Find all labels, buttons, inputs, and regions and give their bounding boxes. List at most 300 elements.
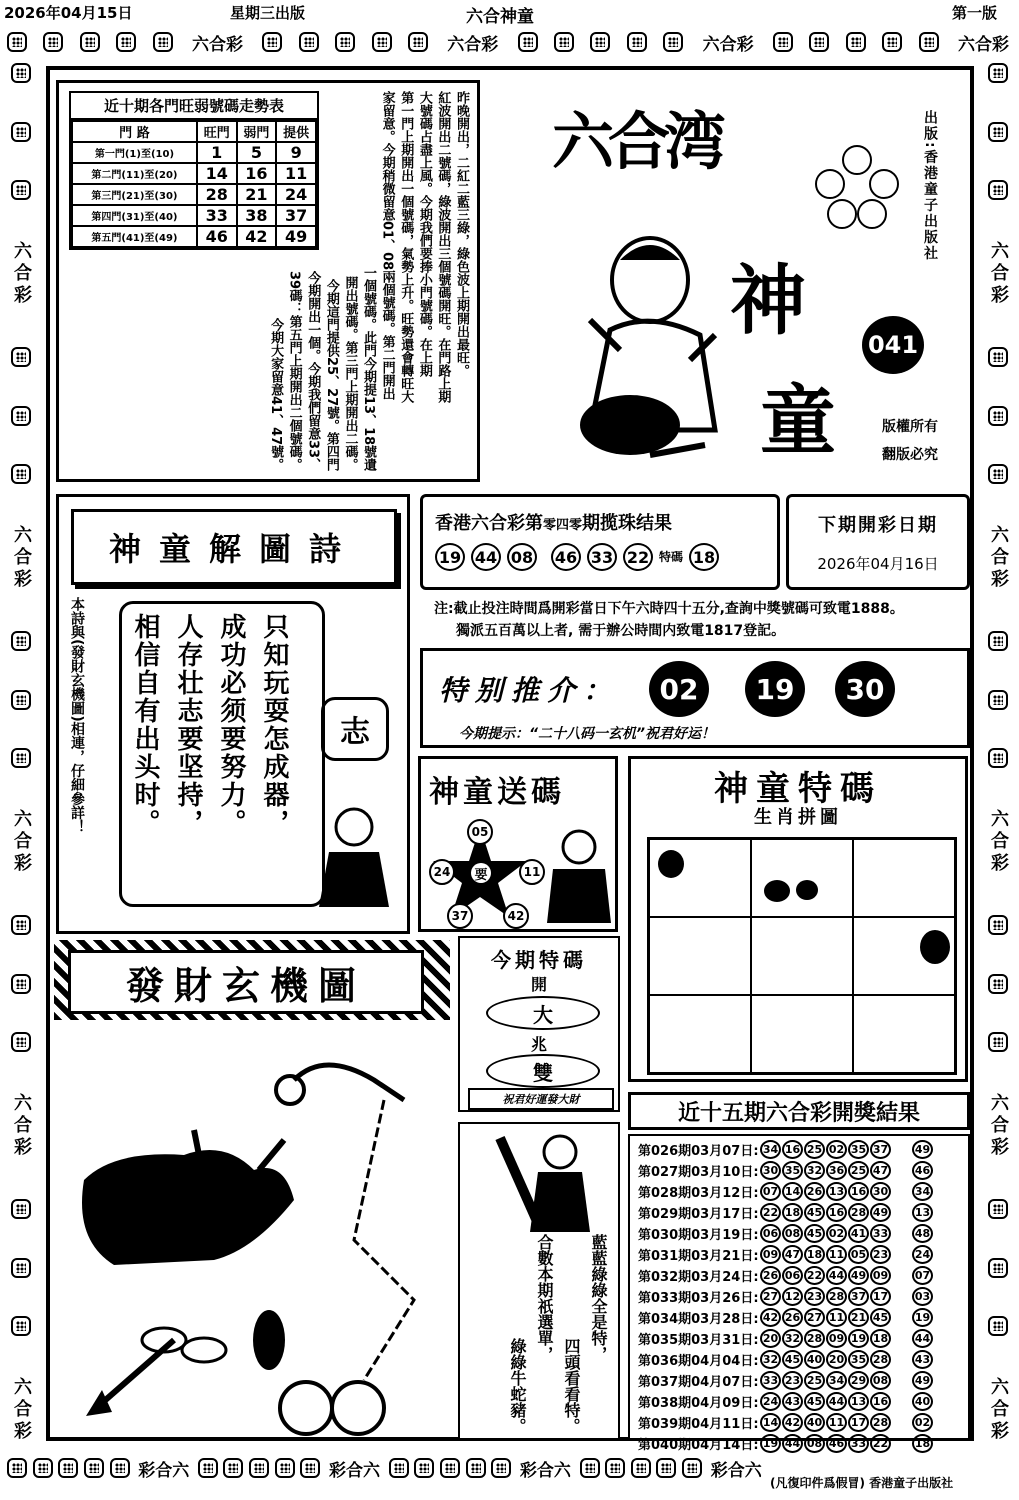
history-special-number: 03: [912, 1287, 933, 1306]
history-number: 06: [782, 1266, 803, 1285]
frame-label: 彩合六: [138, 1460, 190, 1481]
table-row: [638, 1139, 960, 1160]
history-number: 49: [848, 1266, 869, 1285]
dot-box-icon: [682, 1458, 702, 1478]
history-date: 第030期03月19日:: [638, 1228, 759, 1243]
history-date: 第028期03月12日:: [638, 1186, 759, 1201]
analysis-line: 今期大家留意41、47號。: [268, 317, 284, 471]
dot-box-icon: [988, 63, 1008, 83]
poem-line: 人存壮志要坚持，: [173, 613, 203, 837]
history-number: 26: [782, 1308, 803, 1327]
history-number: 13: [848, 1392, 869, 1411]
dot-box-icon: [58, 1458, 78, 1478]
dot-box-icon: [116, 32, 136, 52]
table-row: [638, 1307, 960, 1328]
history-panel: [628, 1134, 970, 1453]
history-number: 32: [782, 1329, 803, 1348]
history-number: 18: [804, 1245, 825, 1264]
result-number: 22: [623, 543, 653, 571]
dot-box-icon: [408, 32, 428, 52]
dot-box-icon: [11, 1316, 31, 1336]
table-row: 第一門(1)至(10) 1 5 9: [72, 142, 316, 163]
dot-box-icon: [33, 1458, 53, 1478]
history-special-number: 40: [912, 1392, 933, 1411]
verse-line: 綠綠牛蛇豬。: [508, 1338, 527, 1434]
history-number: 35: [848, 1350, 869, 1369]
trend-header: 提供: [276, 121, 316, 142]
history-number: 17: [870, 1287, 891, 1306]
dot-box-icon: [988, 180, 1008, 200]
history-number: 46: [826, 1434, 847, 1453]
page-number: 第一版: [952, 4, 998, 22]
frame-label: 六合彩: [988, 240, 1009, 307]
history-special-number: 49: [912, 1371, 933, 1390]
result-note-2: 獨派五百萬以上者, 需于辦公時間内致電1817登記。: [456, 623, 786, 639]
table-row: [638, 1370, 960, 1391]
result-title: 香港六合彩第零四零期揽珠结果: [435, 513, 673, 534]
history-number: 27: [760, 1287, 781, 1306]
history-number: 08: [804, 1434, 825, 1453]
table-row: [638, 1223, 960, 1244]
history-special-number: 43: [912, 1350, 933, 1369]
puzzle-tile: [853, 995, 955, 1073]
poem-side-note: 本詩與(發財玄機圖)相連，仔細參詳！: [69, 597, 85, 834]
poem-line: 只知玩耍怎成器，: [259, 613, 289, 837]
history-date: 第032期03月24日:: [638, 1270, 759, 1285]
history-number: 07: [760, 1182, 781, 1201]
weekday: 星期三出版: [230, 4, 306, 22]
history-number: 13: [826, 1182, 847, 1201]
dot-box-icon: [466, 1458, 486, 1478]
frame-right-strip: [981, 62, 1015, 1446]
result-panel: [420, 494, 780, 590]
history-number: 24: [760, 1392, 781, 1411]
history-number: 30: [870, 1182, 891, 1201]
result-numbers: [435, 543, 719, 571]
analysis-line: 今期這門提供25、27號。第四門: [323, 278, 339, 471]
history-number: 33: [848, 1434, 869, 1453]
history-special-number: 46: [912, 1161, 933, 1180]
verse-line: 合數本期祇選單，: [535, 1234, 554, 1362]
history-date: 第036期04月04日:: [638, 1354, 759, 1369]
table-row: [638, 1391, 960, 1412]
trend-header: 弱門: [237, 121, 277, 142]
analysis-line: 家留意。今期稍微留意01、08兩個號碼。第二門開出: [379, 91, 395, 401]
next-draw-title: 下期開彩日期: [818, 515, 938, 536]
dot-box-icon: [11, 1199, 31, 1219]
history-number: 22: [870, 1434, 891, 1453]
history-number: 26: [804, 1182, 825, 1201]
history-number: 33: [760, 1371, 781, 1390]
history-number: 42: [782, 1413, 803, 1432]
table-row: [638, 1328, 960, 1349]
history-number: 05: [848, 1245, 869, 1264]
dot-box-icon: [988, 122, 1008, 142]
dot-box-icon: [518, 32, 538, 52]
puzzle-tile: [853, 917, 955, 995]
frame-bottom-strip: [6, 1448, 766, 1488]
history-number: 20: [826, 1350, 847, 1369]
dot-box-icon: [773, 32, 793, 52]
analysis-line: 今期開出一個。今期我們留意33、: [305, 270, 321, 471]
history-number: 35: [848, 1140, 869, 1159]
result-special-number: 18: [689, 543, 719, 571]
poem-text: [127, 613, 293, 893]
frame-label: 彩合六: [519, 1460, 571, 1481]
frame-label: 六合彩: [11, 1376, 32, 1443]
puzzle-grid: [647, 837, 957, 1075]
frame-label: 彩合六: [329, 1460, 381, 1481]
history-number: 22: [760, 1203, 781, 1222]
dot-box-icon: [299, 32, 319, 52]
star-center: 要: [471, 863, 491, 883]
history-special-number: 18: [912, 1434, 933, 1453]
history-number: 45: [804, 1392, 825, 1411]
dot-box-icon: [7, 32, 27, 52]
copyright-2: 翻版必究: [882, 447, 938, 463]
history-number: 33: [870, 1224, 891, 1243]
table-row: [638, 1286, 960, 1307]
dot-box-icon: [988, 1316, 1008, 1336]
dot-box-icon: [988, 1032, 1008, 1052]
dot-box-icon: [988, 464, 1008, 484]
history-number: 47: [782, 1245, 803, 1264]
history-number: 43: [782, 1392, 803, 1411]
history-special-number: 02: [912, 1413, 933, 1432]
history-number: 23: [782, 1371, 803, 1390]
history-number: 25: [804, 1140, 825, 1159]
history-number: 45: [804, 1224, 825, 1243]
boy-illustration: [550, 220, 730, 460]
history-date: 第031期03月21日:: [638, 1249, 759, 1264]
table-row: [638, 1412, 960, 1433]
dot-box-icon: [153, 32, 173, 52]
verse-line: 藍藍綠綠全是特，: [589, 1234, 608, 1362]
dot-box-icon: [846, 32, 866, 52]
table-row: 第四門(31)至(40) 33 38 37: [72, 205, 316, 226]
analysis-line: 紅波開出二號碼，綠波開出三個號碼開旺。在門路上期: [435, 91, 451, 403]
history-number: 11: [826, 1413, 847, 1432]
result-number: 33: [587, 543, 617, 571]
history-number: 49: [870, 1203, 891, 1222]
history-number: 45: [804, 1203, 825, 1222]
history-number: 09: [826, 1329, 847, 1348]
today-special-panel: [458, 936, 620, 1112]
tema-title: 神童特碼: [714, 769, 882, 809]
dot-box-icon: [988, 1258, 1008, 1278]
history-number: 44: [826, 1266, 847, 1285]
history-number: 37: [848, 1287, 869, 1306]
dot-box-icon: [491, 1458, 511, 1478]
history-date: 第034期03月28日:: [638, 1312, 759, 1327]
table-row: [638, 1160, 960, 1181]
send-number: 42: [503, 903, 529, 929]
publisher: 出版:香港童子出版社: [922, 110, 938, 262]
trend-title: 近十期各門旺弱號碼走勢表: [71, 93, 317, 120]
puzzle-tile: [649, 839, 751, 917]
history-number: 18: [782, 1203, 803, 1222]
history-number: 29: [848, 1371, 869, 1390]
next-draw-panel: [786, 494, 970, 590]
history-number: 08: [870, 1371, 891, 1390]
history-number: 42: [760, 1308, 781, 1327]
dot-box-icon: [580, 1458, 600, 1478]
dot-box-icon: [223, 1458, 243, 1478]
special-rec-panel: [420, 648, 970, 748]
dot-box-icon: [249, 1458, 269, 1478]
dot-box-icon: [656, 1458, 676, 1478]
today-special-open: 開: [530, 975, 547, 994]
brand-sub-1: 神: [730, 256, 806, 345]
history-special-number: 19: [912, 1308, 933, 1327]
result-number: 19: [435, 543, 465, 571]
dot-box-icon: [988, 748, 1008, 768]
history-number: 02: [826, 1140, 847, 1159]
history-number: 34: [760, 1140, 781, 1159]
dot-box-icon: [440, 1458, 460, 1478]
issue-date: 2026年04月15日: [4, 4, 133, 22]
dot-box-icon: [11, 63, 31, 83]
history-number: 35: [782, 1161, 803, 1180]
history-date: 第033期03月26日:: [638, 1291, 759, 1306]
dot-box-icon: [11, 1258, 31, 1278]
history-number: 08: [782, 1224, 803, 1243]
table-row: [638, 1433, 960, 1454]
dot-box-icon: [84, 1458, 104, 1478]
frame-label: 六合彩: [11, 1092, 32, 1159]
send-code-title: 神童送碼: [429, 775, 565, 810]
today-special-double: 雙: [486, 1054, 600, 1088]
history-number: 28: [804, 1329, 825, 1348]
dot-box-icon: [809, 32, 829, 52]
analysis-line: 大號碼占盡上風。今期我們要捧小門號碼。在上期: [416, 91, 432, 377]
history-number: 40: [804, 1413, 825, 1432]
header-bar: [0, 0, 1019, 27]
history-number: 34: [826, 1371, 847, 1390]
history-number: 16: [848, 1182, 869, 1201]
history-number: 16: [870, 1392, 891, 1411]
send-number: 37: [447, 903, 473, 929]
history-number: 40: [804, 1350, 825, 1369]
table-row: [638, 1349, 960, 1370]
frame-label: 六合彩: [988, 808, 1009, 875]
dot-box-icon: [275, 1458, 295, 1478]
history-number: 28: [826, 1287, 847, 1306]
history-number: 28: [870, 1413, 891, 1432]
dot-box-icon: [11, 464, 31, 484]
send-number: 05: [467, 819, 493, 845]
dot-box-icon: [335, 32, 355, 52]
send-number: 11: [519, 859, 545, 885]
table-row: [638, 1202, 960, 1223]
history-number: 47: [870, 1161, 891, 1180]
dot-box-icon: [988, 915, 1008, 935]
masthead: [490, 80, 970, 482]
history-number: 14: [760, 1413, 781, 1432]
dot-box-icon: [198, 1458, 218, 1478]
puzzle-tile: [751, 917, 853, 995]
frame-label: 六合彩: [447, 34, 499, 55]
history-special-number: 49: [912, 1140, 933, 1159]
send-number: 24: [429, 859, 455, 885]
history-number: 11: [826, 1245, 847, 1264]
poem-title: 神童解圖詩: [71, 509, 397, 585]
fortune-title: 發財玄機圖: [68, 950, 424, 1014]
analysis-line: 昨晚開出，二紅二藍三綠，綠色波上期開出最旺。: [454, 91, 469, 377]
dot-box-icon: [988, 1199, 1008, 1219]
dot-box-icon: [663, 32, 683, 52]
history-number: 30: [760, 1161, 781, 1180]
table-row: 第三門(21)至(30) 28 21 24: [72, 184, 316, 205]
trend-panel: [56, 80, 480, 482]
special-number: 19: [745, 661, 805, 717]
history-number: 19: [760, 1434, 781, 1453]
issue-badge: 041: [862, 316, 924, 374]
brand-sub-2: 童: [760, 376, 836, 465]
table-row: [638, 1181, 960, 1202]
history-special-number: 07: [912, 1266, 933, 1285]
frame-top-strip: [6, 24, 1013, 60]
frame-label: 六合彩: [988, 1376, 1009, 1443]
history-special-number: 34: [912, 1182, 933, 1201]
history-number: 44: [782, 1434, 803, 1453]
dot-box-icon: [627, 32, 647, 52]
history-number: 44: [826, 1392, 847, 1411]
special-tip: 今期提示：“二十八码一玄机”祝君好运！: [459, 726, 716, 742]
history-number: 28: [870, 1350, 891, 1369]
analysis-line: 39碼：第五門上期開出二個號碼。: [286, 270, 302, 471]
history-date: 第026期03月07日:: [638, 1144, 759, 1159]
frame-label: 六合彩: [702, 34, 754, 55]
history-number: 32: [760, 1350, 781, 1369]
result-number: 44: [471, 543, 501, 571]
special-number: 30: [835, 661, 895, 717]
dot-box-icon: [11, 406, 31, 426]
dot-box-icon: [372, 32, 392, 52]
paper-title: 六合神童: [466, 7, 534, 27]
poem-seal: 志: [321, 697, 389, 761]
dot-box-icon: [11, 122, 31, 142]
dot-box-icon: [988, 347, 1008, 367]
dot-box-icon: [631, 1458, 651, 1478]
fortune-illustration: [54, 1040, 454, 1440]
footer-note: (凡復印件爲假冒) 香港童子出版社: [770, 1476, 954, 1490]
history-title: 近十五期六合彩開獎結果: [628, 1092, 970, 1130]
special-number: 02: [649, 661, 709, 717]
table-row: [638, 1265, 960, 1286]
history-number: 06: [760, 1224, 781, 1243]
dot-box-icon: [414, 1458, 434, 1478]
history-number: 14: [782, 1182, 803, 1201]
history-date: 第027期03月10日:: [638, 1165, 759, 1180]
poem-panel: [56, 494, 410, 934]
dot-box-icon: [554, 32, 574, 52]
trend-analysis: [267, 91, 469, 471]
history-special-number: 44: [912, 1329, 933, 1348]
next-draw-date: 2026年04月16日: [817, 555, 939, 573]
history-number: 23: [804, 1287, 825, 1306]
history-number: 28: [848, 1203, 869, 1222]
history-number: 26: [760, 1266, 781, 1285]
history-date: 第040期04月14日:: [638, 1438, 759, 1453]
frame-label: 六合彩: [11, 240, 32, 307]
boy-small-illustration: [309, 797, 399, 917]
dot-box-icon: [882, 32, 902, 52]
history-date: 第039期04月11日:: [638, 1417, 759, 1432]
history-number: 37: [870, 1140, 891, 1159]
frame-label: 六合彩: [988, 1092, 1009, 1159]
dot-box-icon: [590, 32, 610, 52]
dot-box-icon: [300, 1458, 320, 1478]
tema-subtitle: 生肖拼圖: [754, 807, 842, 828]
special-rec-title: 特别推介：: [439, 674, 620, 707]
frame-label: 六合彩: [11, 524, 32, 591]
table-row: 第五門(41)至(49) 46 42 49: [72, 226, 316, 247]
frame-label: 彩合六: [710, 1460, 762, 1481]
dot-box-icon: [988, 974, 1008, 994]
table-row: 第二門(11)至(20) 14 16 11: [72, 163, 316, 184]
dot-box-icon: [110, 1458, 130, 1478]
history-number: 17: [848, 1413, 869, 1432]
dot-box-icon: [11, 631, 31, 651]
table-row: [638, 1244, 960, 1265]
frame-label: 六合彩: [191, 34, 243, 55]
dot-box-icon: [605, 1458, 625, 1478]
dot-box-icon: [389, 1458, 409, 1478]
history-date: 第037期04月07日:: [638, 1375, 759, 1390]
history-special-number: 24: [912, 1245, 933, 1264]
puzzle-tile: [751, 839, 853, 917]
dot-box-icon: [80, 32, 100, 52]
history-number: 16: [782, 1140, 803, 1159]
analysis-line: 第一門上期開出一個號碼，氣勢上升。旺勢還會轉旺大: [398, 91, 414, 403]
history-number: 41: [848, 1224, 869, 1243]
boy-banner-illustration: [490, 1128, 600, 1238]
puzzle-tile: [751, 995, 853, 1073]
trend-header: 門 路: [72, 121, 197, 142]
dot-box-icon: [11, 1032, 31, 1052]
trend-header: 旺門: [197, 121, 237, 142]
history-number: 12: [782, 1287, 803, 1306]
puzzle-tile: [853, 839, 955, 917]
send-code-panel: [418, 756, 618, 932]
dot-box-icon: [988, 631, 1008, 651]
verse-text: [506, 1234, 610, 1434]
dot-box-icon: [11, 690, 31, 710]
history-number: 16: [826, 1203, 847, 1222]
analysis-line: 一個號碼。此門今期提13、18號遺: [361, 265, 377, 471]
dot-box-icon: [11, 915, 31, 935]
result-note-1: 注:截止投注時間爲開彩當日下午六時四十五分,查詢中獎號碼可致電1888。: [434, 601, 904, 617]
dot-box-icon: [11, 347, 31, 367]
result-number: 08: [507, 543, 537, 571]
copyright-1: 版權所有: [882, 419, 938, 435]
tema-panel: [628, 756, 968, 1082]
brand-logo: 六合湾: [552, 105, 721, 178]
history-number: 19: [848, 1329, 869, 1348]
history-date: 第035期03月31日:: [638, 1333, 759, 1348]
dot-box-icon: [43, 32, 63, 52]
analysis-line: 開出號碼。第三門上期開出二碼。: [342, 276, 358, 471]
today-special-title: 今期特碼: [491, 948, 587, 972]
fortune-banner: [54, 940, 450, 1020]
puzzle-tile: [649, 995, 751, 1073]
history-number: 22: [804, 1266, 825, 1285]
frame-label: 六合彩: [11, 808, 32, 875]
dot-box-icon: [11, 748, 31, 768]
dot-box-icon: [919, 32, 939, 52]
frame-label: 六合彩: [957, 34, 1009, 55]
